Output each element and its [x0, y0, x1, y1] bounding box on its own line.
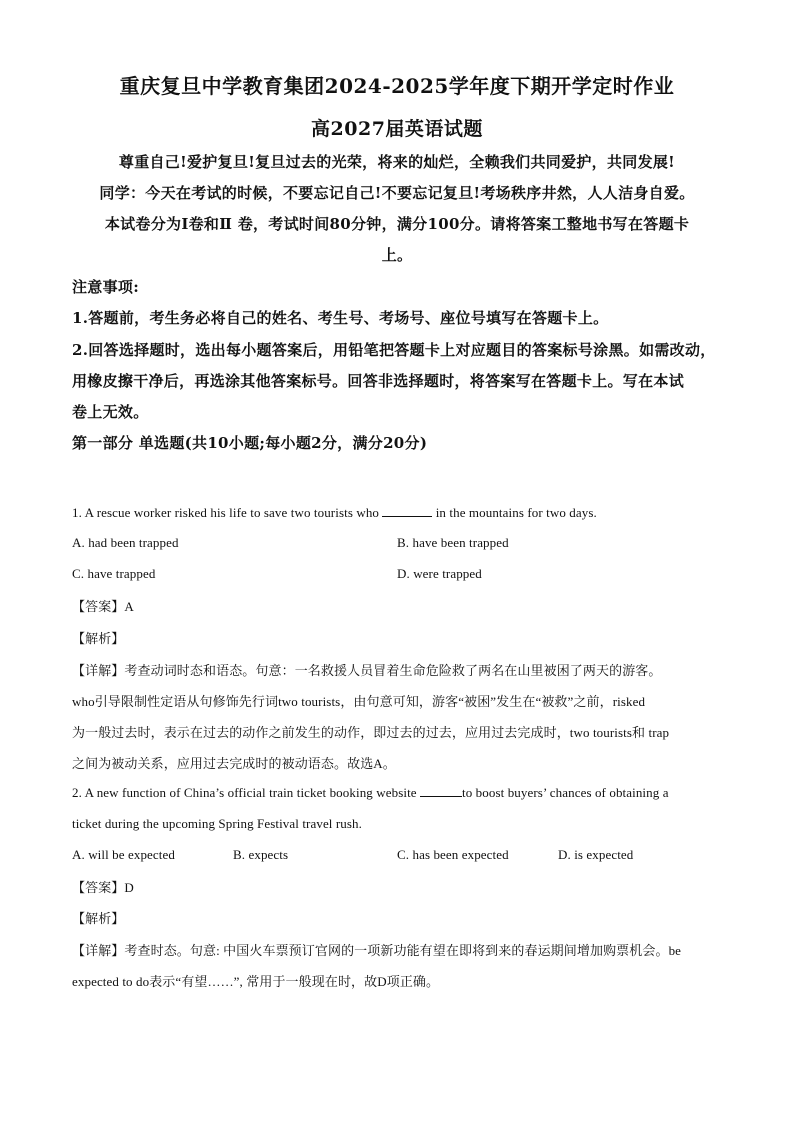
- question-2-stem: [72, 784, 669, 801]
- exam-info-line-cont: 上。: [381, 246, 413, 264]
- question-1-stem: [72, 504, 597, 521]
- answer-blank: [382, 504, 432, 517]
- question-1-detail-line-3: 为一般过去时，表示在过去的动作之前发生的动作，即过去的过去，应用过去完成时，two tourists和 trap: [72, 725, 670, 740]
- notes-heading: 注意事项:: [72, 278, 140, 296]
- detail-text: 考查动词时态和语态。句意：一名救援人员冒着生命危险救了两名在山里被困了两天的游客。: [124, 663, 662, 678]
- note-item-2-end: 卷上无效。: [72, 403, 149, 421]
- question-1-option-b: B. have been trapped: [397, 535, 509, 550]
- question-1-option-a: A. had been trapped: [72, 535, 179, 550]
- question-2-detail: [72, 940, 681, 959]
- question-1-detail: [72, 660, 662, 679]
- motto-line: 尊重自己!爱护复旦!复旦过去的光荣，将来的灿烂，全赖我们共同爱护，共同发展!: [118, 153, 676, 171]
- question-1-analysis-label: 【解析】: [72, 631, 125, 646]
- detail-label: 【详解】: [72, 943, 125, 958]
- question-1-detail-line-4: 之间为被动关系，应用过去完成时的被动语态。故选A。: [72, 756, 396, 771]
- question-1-answer: [72, 596, 134, 615]
- question-2-stem-line-2: ticket during the upcoming Spring Festival travel rush.: [72, 816, 363, 831]
- question-2-option-d: D. is expected: [558, 847, 634, 862]
- question-2-stem-start: 2. A new function of China’s official train ticket booking website: [72, 785, 421, 800]
- question-1-stem-end: in the mountains for two days.: [432, 505, 597, 520]
- question-1-detail-line-2: who引导限制性定语从句修饰先行词two tourists，由句意可知，游客“被困”发生在“被救”之前，risked: [72, 694, 646, 709]
- exam-info-line: 本试卷分为Ⅰ卷和Ⅱ 卷，考试时间80分钟，满分100分。请将答案工整地书写在答题卡: [104, 215, 690, 233]
- document-subtitle: 高2027届英语试题: [311, 118, 483, 140]
- greeting-line: 同学：今天在考试的时候，不要忘记自己!不要忘记复旦!考场秩序井然，人人洁身自爱。: [99, 184, 695, 202]
- note-item-2-cont: 用橡皮擦干净后，再选涂其他答案标号。回答非选择题时，将答案写在答题卡上。写在本试: [72, 372, 685, 390]
- question-2-option-a: A. will be expected: [72, 847, 175, 862]
- section-heading: 第一部分 单选题(共10小题;每小题2分，满分20分): [72, 434, 428, 452]
- document-title: 重庆复旦中学教育集团2024-2025学年度下期开学定时作业: [119, 74, 675, 98]
- question-2-detail-line-2: expected to do表示“有望……”, 常用于一般现在时，故D项正确。: [72, 974, 440, 989]
- question-2-option-c: C. has been expected: [397, 847, 509, 862]
- answer-value: D: [124, 880, 134, 895]
- question-2-analysis-label: 【解析】: [72, 911, 125, 926]
- question-2-stem-end: to boost buyers’ chances of obtaining a: [462, 785, 669, 800]
- answer-label: 【答案】: [72, 599, 125, 614]
- answer-blank: [420, 784, 462, 797]
- question-2-answer: [72, 877, 134, 896]
- note-item-2: 2.回答选择题时，选出每小题答案后，用铅笔把答题卡上对应题目的答案标号涂黑。如需改动，: [72, 341, 716, 359]
- note-item-1: 1.答题前，考生务必将自己的姓名、考生号、考场号、座位号填写在答题卡上。: [72, 309, 609, 327]
- question-1-option-c: C. have trapped: [72, 566, 156, 581]
- question-2-option-b: B. expects: [233, 847, 289, 862]
- detail-label: 【详解】: [72, 663, 125, 678]
- question-1-stem-start: 1. A rescue worker risked his life to save two tourists who: [72, 505, 383, 520]
- question-1-option-d: D. were trapped: [397, 566, 482, 581]
- answer-value: A: [124, 599, 134, 614]
- answer-label: 【答案】: [72, 880, 125, 895]
- detail-text: 考查时态。句意: 中国火车票预订官网的一项新功能有望在即将到来的春运期间增加购票机会。be: [124, 943, 682, 958]
